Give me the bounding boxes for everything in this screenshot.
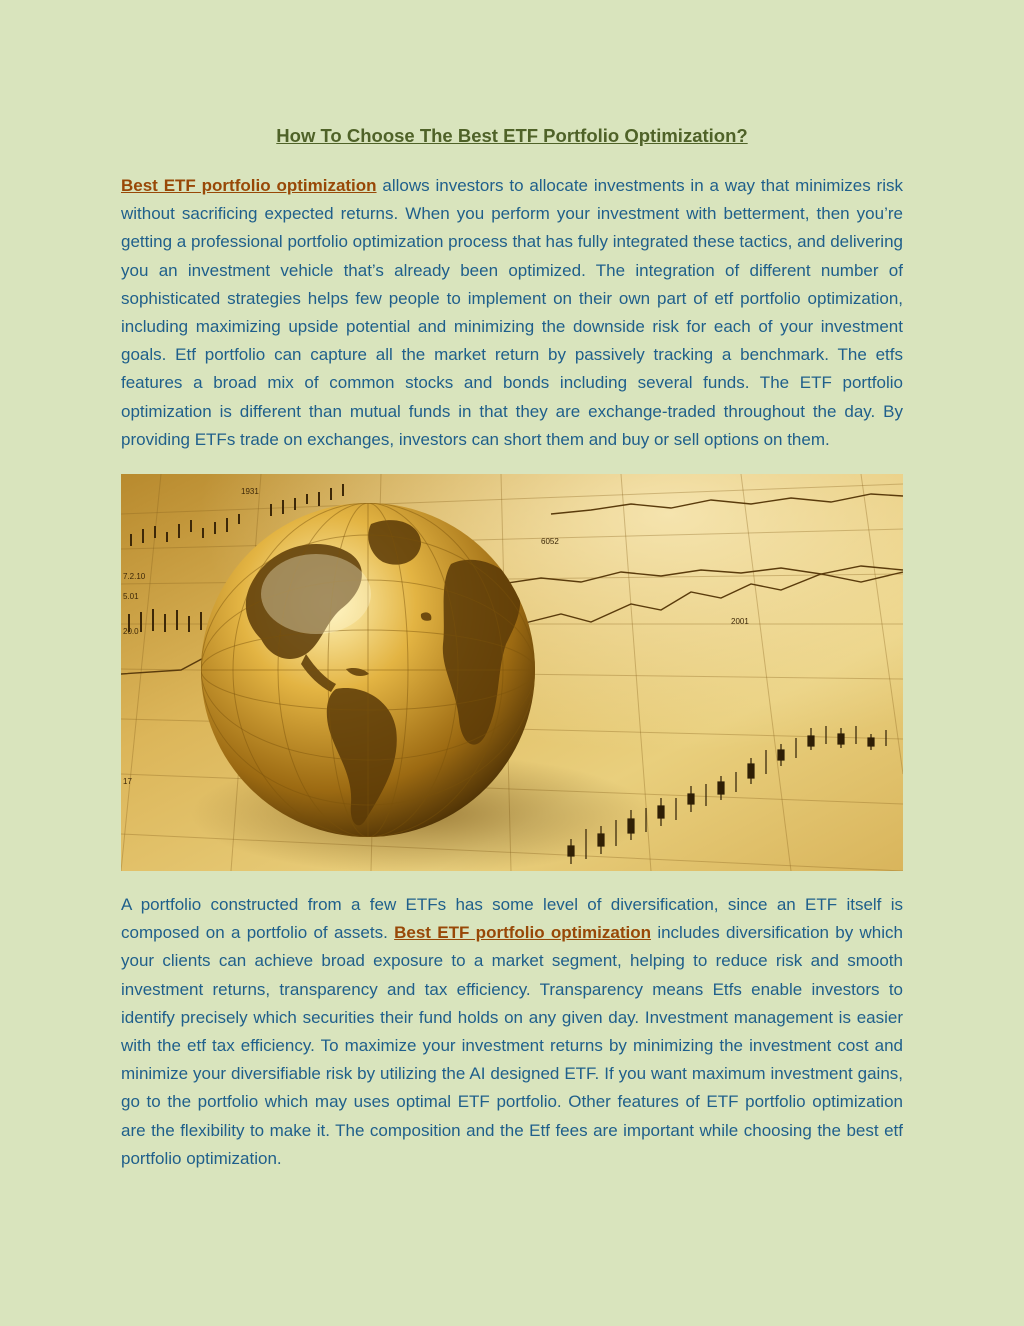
paragraph-diversification-text-after: includes diversification by which your clients can achieve broad exposure to a market segment, helping to reduce risk and smooth investment returns, transparency and tax efficiency. Transparency means Etfs enable investors to identify precisely which securities their fund holds on any given day. Investment management is easier with the etf tax efficiency. To maximize your investment returns by minimizing the investment cost and minimize your diversifiable risk by utilizing the AI designed ETF. If you want maximum investment gains, go to the portfolio which may uses optimal ETF portfolio. Other features of ETF portfolio optimization are the flexibility to make it. The composition and the Etf fees are important while choosing the best etf portfolio optimization. [121, 923, 903, 1168]
paragraph-diversification [121, 891, 903, 1173]
chart-tick-label: 17 [123, 777, 132, 787]
paragraph-intro-text: allows investors to allocate investments in a way that minimizes risk without sacrificing expected returns. When you perform your investment with betterment, then you’re getting a professional portfolio optimization process that has fully integrated these tactics, and delivering you an investment vehicle that’s already been optimized. The integration of different number of sophisticated strategies helps few people to implement on their own part of etf portfolio optimization, including maximizing upside potential and minimizing the downside risk for each of your investment goals. Etf portfolio can capture all the market return by passively tracking a benchmark. The etfs features a broad mix of common stocks and bonds including several funds. The ETF portfolio optimization is different than mutual funds in that they are exchange-traded throughout the day. By providing ETFs trade on exchanges, investors can short them and buy or sell options on them. [121, 176, 903, 449]
chart-tick-label: 7.2.10 [123, 572, 146, 582]
paragraph-diversification-text-before: A portfolio constructed from a few ETFs has some level of diversification, since an ETF itself is composed on a portfolio of assets. [121, 895, 903, 943]
paragraph-intro [121, 172, 903, 454]
chart-tick-label: 2001 [731, 617, 749, 627]
chart-tick-label: 20.0 [123, 627, 139, 637]
document-page [121, 122, 903, 1173]
page-title: How To Choose The Best ETF Portfolio Optimization? [276, 125, 748, 146]
link-best-etf-portfolio-optimization-2[interactable]: Best ETF portfolio optimization [394, 923, 652, 943]
chart-tick-label: 6052 [541, 537, 559, 547]
chart-tick-label: 1931 [241, 487, 259, 497]
globe-financial-chart-image [121, 474, 903, 871]
link-best-etf-portfolio-optimization[interactable]: Best ETF portfolio optimization [121, 176, 377, 195]
chart-tick-label: 5.01 [123, 592, 139, 602]
